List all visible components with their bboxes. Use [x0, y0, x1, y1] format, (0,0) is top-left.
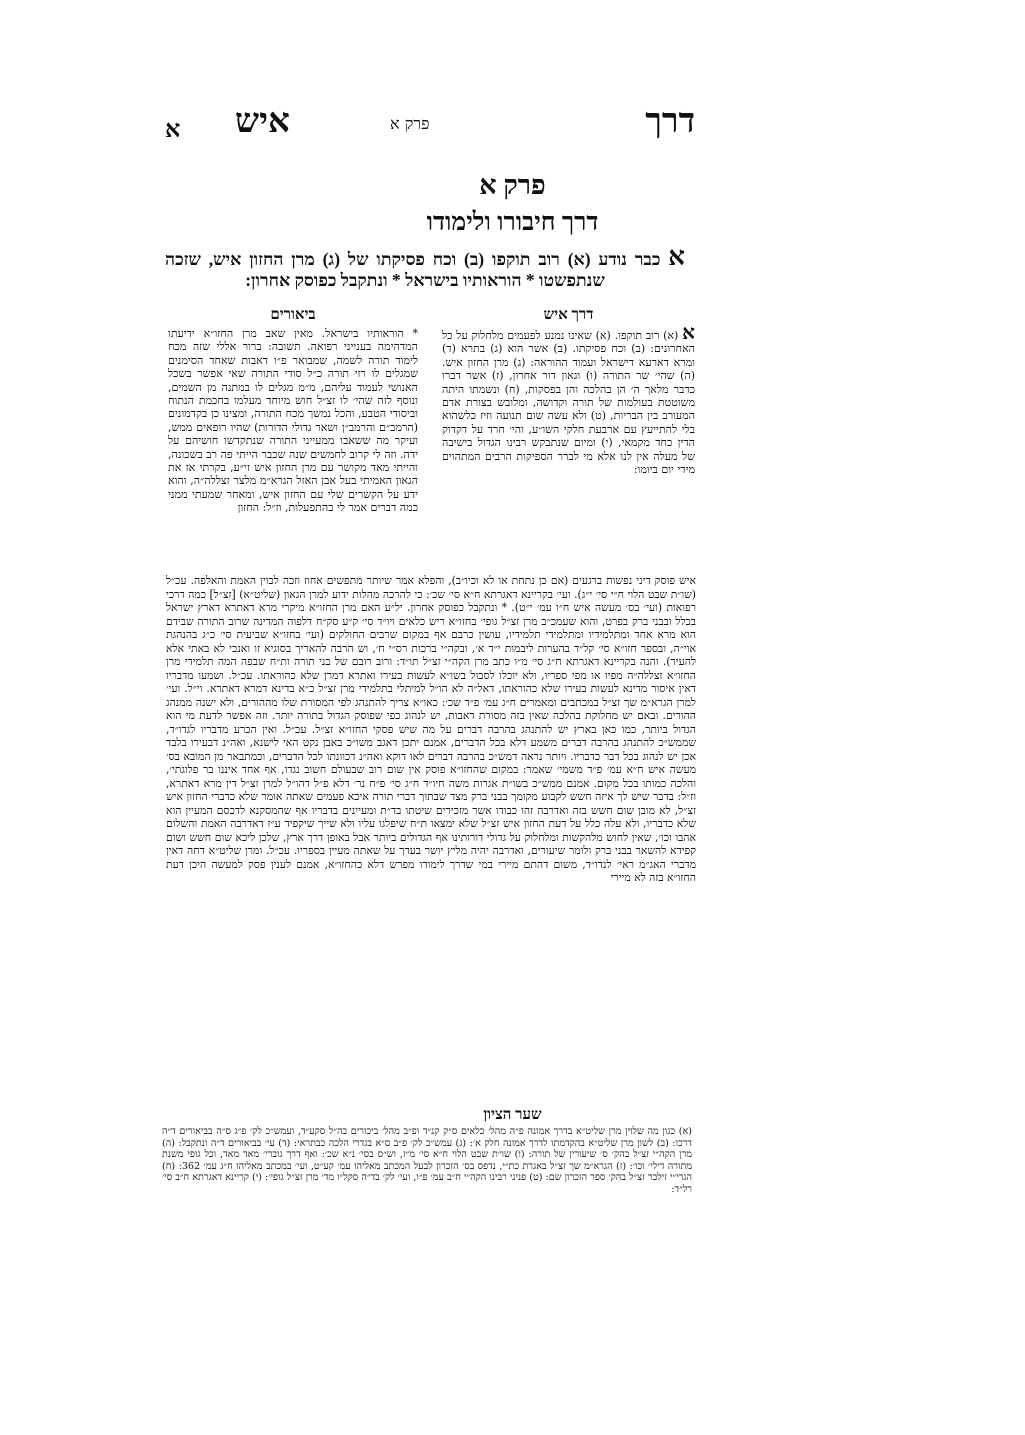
- running-header: [165, 102, 695, 148]
- header-word-right: דרך: [645, 103, 695, 140]
- commentary-dropcap: א: [682, 322, 695, 344]
- main-text-letter: א: [668, 242, 685, 271]
- sources-heading: שער הציון: [483, 1107, 542, 1123]
- header-word-left: איש: [235, 103, 290, 140]
- main-text-paragraph: [165, 242, 685, 291]
- commentary-right-text: (א) רוב תוקפו. (א) שאינו נמנע לפעמים מלחלוק על כל האחרונים: (ב) וכח פסיקתו. (ב) אשר הוא (ג) בתרא (ד) ומרא דארעא דישראל ועמוד ההוראה: (ג) מרן החזון איש. (ה) שהי׳ שר התורה (ו) וגאון דור אחרון, (ז) אשר דברו כדבר מלאך ה׳ הן בהלכה והן בפסקות, (ח) ונשמתו היתה משוטטת בעולמות של תורה וקדושה, ומלובש בצורת אדם המעורב בין הבריות, (ט) ולא עשה שום תנועה וזיז כלשהוא בלי להתייעץ עם ארבעת חלקי השו״ע, והי׳ חרד על דקדוק הדין כחד מקמאי, (י) ומיום שנתבקש רבינו הגדול בישיבה של מעלה אין לנו אלא מי לברר הספיקות הרבים המתהוים מידי יום ביומו:: [442, 329, 695, 477]
- chapter-heading: [0, 168, 1025, 240]
- header-chapter-letter: א: [165, 117, 181, 143]
- chapter-number: פרק א: [479, 170, 546, 200]
- header-chapter-label: פרק א: [390, 114, 430, 133]
- sources-footnotes: (א) כגון מה שלוין מרן שליט״א בדרך אמונה פ״ה מהל׳ כלאים ס״ק קנ״ד ופ״ב מהל׳ ביכורים בה״ל סקע״ד, ועמש״כ לק׳ פ״ג ס״ה בביאורים ד״ה דרכו: (ב) לשון מרן שליט״א בהקדמתו לדרך אמונה חלק א׳: (ג) עמש״כ לק׳ פ״ב ס״א בגדרי הלכה כבתראי: (ד) עי׳ בביאורים ד״ה ונתקבל: (ה) מרן הקה״י זצ״ל בהק׳ ס׳ שיעורין של תורה: (ו) שו״ת שבט הלוי ח״א סי׳ מ״ז, וש״ס בסי׳ נ״א שכ׳: ואף דרך גוברי׳ מאד מאד, וכל גופי משנת מתורה דילי׳ וכו׳: (ז) הגרא״מ שך זצ״ל באגרת כת״י, נדפס בס׳ הזכרון לבעל המכתב מאליהו עמ׳ קע״ט, ועי׳ במכתב מאליהו ח״ג עמ׳ 362: (ח) הגרי״י זילבר זצ״ל בהק׳ ספר הזכרון שם: (ט) פניני רבינו הקה״י ח״ב עמ׳ פ״ו, ועי׳ לק׳ בד״ה סקל״ו מד׳ מרן זצ״ל גופי׳: (י) קריינא דאגרתא ח״ב סי׳ רל״ד:: [162, 1126, 692, 1195]
- commentary-derech-ish: [442, 306, 695, 476]
- chapter-title: דרך חיבורו ולימודו: [426, 209, 599, 236]
- main-text-body: כבר נודע (א) רוב תוקפו (ב) וכח פסיקתו של (ג) מרן החזון איש, שזכה שנתפשטו * הוראותיו בישראל * ונתקבל כפוסק אחרון:: [165, 249, 669, 290]
- commentary-heading-right: דרך איש: [543, 307, 594, 323]
- commentary-continuation: איש פוסק דיני נפשות ברגעים (אם כן נתחת או לא וכיו״ב), והפלא אמר שיותר מתפשים אחוז וזכה לכוין האמת והאלפה. עכ״ל (שו״ת שבט הלוי ח״י סי׳ י״ג). ועי׳ בקריינא דאגרתא ח״א סי׳ שכ׳: כי להרכה מהלות ידוע למרן הגאון (שליט״א) [זצ״ל] כמה דרכי רפואות (ועי׳ בס׳ מעשה איש ח״ו עמ׳ י״ט). * ונתקבל כפוסק אחרון. יל״ע האם מרן החזו״א מיקרי מרא דאתרא דארץ ישראל בכלל ובבני ברק בפרט, והוא שעמכ״ב מרן זצ״ל גופי׳ בחזו״א ריש כלאים ויו״ד סי׳ ק״ע סק״ח דלפוה המדינה שרוב התורה שבידם הוא מרא אחד ומתלמידיו ומתלמידי תלמידיו, עושין כרבם אף במקום שרבים החולקים (ועי׳ בחזו״א שביעית סי׳ כ״ג בהנהגת אוי״ה, ובספר חזו״א סי׳ קל״ד בהערות ליבמות י״ד א׳, ובקה״י ברכות רס״י ח׳, וש הרבה להאריך בסוגיא זו ואנכי לא באתי אלא להעיר). והנה בקריינא דאגרתא ח״ג סי׳ מ״ו כתב מרן הקה״י זצ״ל תו״ד: ורוב רובם של בני תורה ות״ח שבפה המה תלמידי מרן החזו״א זצללה״ה מפיו או מפי ספריו, ולא יוכלו לסבול בשו״א לעשות בעירו ואתרא דמרן שלא כהוראתו. עכ״ל. ושמעו מדבריו דאין איסור מדינא לעשות בעירו שלא כהוראתו, דאל״ה לא הו״ל למיתלי בתלמידי מרן זצ״ל כ״א בדינא דמרא דאתרא. וי״ל. ועי׳ למרן הגרא״מ שך זצ״ל במכתבים ומאמרים ח״ג עמ׳ פ״ד שכ׳: כאו״א צריך להתנהג לפי המסורת שלו מההורים, ולא ישנה ממנהג ההורים. ובאם יש מחלוקת בהלכה שאין בזה מסורת דאבות, יש לנהוג כפי שפוסק הגדול בתורה יותר. וזה אפשר לדעת מי הוא הגדול ביותר, כמו כאן בארץ יש להתנהג בהרבה דברים על מה שיש פסקי החזו״א זצ״ל. עכ״ל. ואין הכרע מדבריו לגדו״ד, שממש״כ להתנהג בהרבה דברים משמע דלא בכל הדברים, אמנם יתכן דאגב משו״כ באבן נקט האי לישנא, ואה״נ דבעירו בלבד אכן יש לנהוג בכל דבר כדבריו. ויותר נראה דמש״כ בהרבה דברים לאו דוקא ואה״נ דכוונתו לכל הדברים, וכמתבאר מן המובא בס׳ מעשה איש ח״א עמ׳ פ״ד משמי׳ שאמר: במקום שהחזו״א פוסק אין שום רוב שבעולם חשוב נגדו, אף אחד איננו בר פלוגתי׳, והלכה כמותו בכל מקום. אמנם ממש״כ בשו״ת אגרות משה חיו״ד ח״ג סי׳ פ״ח נר׳ דלא פ״ל דהו״ל למרן זצ״ל דין מרא דאתרא, וז״ל: בדבר שיש לך איזה חשש לקבוע מקומך בבני ברק מצד שבתוך דברי תורה איכא פעמים שאתה אומר שלא כדברי החזון איש זצ״ל, לא מובן שום חשש בזה ואדרבה זהו כבודו אשר מזכירים שיטתו בד״ת ומעיינים בדבריו אף שהמסקנא לדכסם המעיין הוא שלא כדבריו, ולא עלה כלל על דעת החזון איש זצ״ל שלא ימצאו ת״ח שיפלגו עליו ולא שייך שיקפיד ע״ז דאדרבה האמת והשלום אהבו וכו׳, שאין לחוש מלהקשות ומלחלוק על גדולי דורותינו אף הגדולים ביותר אבל באופן דרך ארץ, שלכן ליכא שום חשש ושום קפידא להשאר בבני ברק ולומר שיעורים, ואדרבה יהיה מליץ יושר בעדך על שאתה מעיין בספריו. עכ״ל. ומרן שליט״א דחה דאין מדברי האג״מ ראי׳ לנדו״ד, משום דהתם מיירי במי שדרך לימודו מפרש דלא כהחזו״א, אמנם לענין פסק למעשה היכן דעת החזו״א בזה לא מיירי: [166, 574, 696, 884]
- commentary-left-text: * הוראותיו בישראל. מאין שאב מרן החזו״א ידיעתו המדהימה בענייני רפואה. תשובה: ברור אללי שזה מכח לימוד תורה לשמה, שמבואר פ״ו דאבות שאחד הסימנים שמגלים לו רזי תורה כ״ל סודי התורה שאי אפשר בשכל האנושי לעמוד עליהם, מ״מ מגלים לו במתנה מן השמים, ונוסף לזה שהי׳ לו זצ״ל חוש מיוחד מעלמו בחכמת הנתוח וביסודי הטבע, והכל נמשך מכח התורה, ומצינו כן בקדמונים (הרמב״ם והרמב״ן ושאר גדולי הדורות) שהיו רופאים ממש, ועיקר מה ששאבו ממעייני התורה שנתקדשו חושיהם על ידה. וזה לי קרוב לחמשים שנה שכבר הייתי פה רב בשכונה, והייתי מאד מקושר עם מרן החזון איש זי״ע, בקרתי אז את הגאון האמיתי בעל אבן האזל הגרא״מ מלצר זצללה״ה, והוא ידע על הקשרים שלי עם החזון איש, ומאחר שמעתי ממני כמה דברים אמר לי בהתפעלות, וז״ל: החזון: [168, 327, 418, 515]
- commentary-biurim: [168, 306, 418, 515]
- commentary-heading-left: ביאורים: [270, 307, 316, 323]
